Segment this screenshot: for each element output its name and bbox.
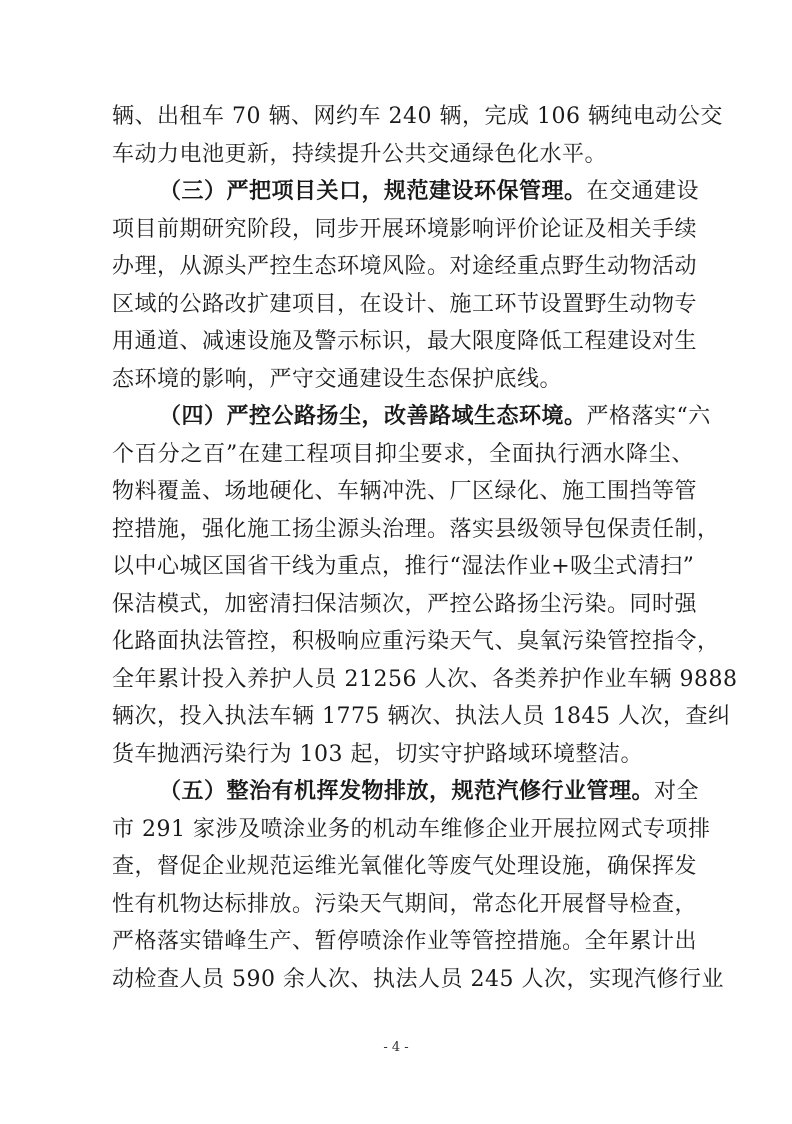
text-run: 对全	[654, 779, 700, 804]
text-run: 在交通建设	[586, 179, 700, 204]
paragraph-continuation	[112, 98, 723, 173]
text-line: 项目前期研究阶段，同步开展环境影响评价论证及相关手续	[112, 216, 698, 242]
text-line: 态环境的影响，严守交通建设生态保护底线。	[112, 366, 563, 392]
text-line: 车动力电池更新，持续提升公共交通绿色化水平。	[112, 141, 608, 167]
text-line: 查，督促企业规范运维光氧催化等废气处理设施，确保挥发	[112, 854, 698, 879]
text-line: 性有机物达标排放。污染天气期间，常态化开展督导检查，	[112, 891, 698, 917]
section-heading-line	[112, 773, 700, 811]
text-line: 区域的公路改扩建项目，在设计、施工环节设置野生动物专	[112, 291, 698, 317]
section-heading: （五）整治有机挥发物排放，规范汽修行业管理。	[159, 779, 655, 804]
text-line: 辆次，投入执法车辆 1775 辆次、执法人员 1845 人次，查纠	[112, 704, 731, 729]
paragraph-section-3	[112, 173, 700, 398]
text-line: 用通道、减速设施及警示标识，最大限度降低工程建设对生	[112, 329, 698, 354]
text-line: 全年累计投入养护人员 21256 人次、各类养护作业车辆 9888	[112, 666, 738, 692]
section-heading-line	[112, 398, 711, 436]
text-line: 办理，从源头严控生态环境风险。对途经重点野生动物活动	[112, 254, 698, 279]
paragraph-section-5	[112, 773, 724, 998]
section-heading: （四）严控公路扬尘，改善路域生态环境。	[159, 404, 587, 429]
text-line: 保洁模式，加密清扫保洁频次，严控公路扬尘污染。同时强	[112, 591, 698, 617]
text-line: 货车抛洒污染行为 103 起，切实守护路域环境整洁。	[112, 741, 643, 767]
page-number: - 4 -	[383, 1040, 409, 1055]
text-run: 严格落实“六	[586, 404, 711, 429]
section-heading-line	[112, 173, 700, 211]
text-line: 辆、出租车 70 辆、网约车 240 辆，完成 106 辆纯电动公交	[112, 104, 723, 129]
text-line: 个百分之百”在建工程项目抑尘要求，全面执行洒水降尘、	[112, 441, 694, 467]
text-line: 物料覆盖、场地硬化、车辆冲洗、厂区绿化、施工围挡等管	[112, 479, 698, 504]
document-body	[112, 98, 738, 998]
text-line: 市 291 家涉及喷涂业务的机动车维修企业开展拉网式专项排	[112, 816, 711, 842]
text-line: 严格落实错峰生产、暂停喷涂作业等管控措施。全年累计出	[112, 929, 698, 954]
paragraph-section-4	[112, 398, 738, 773]
text-line: 动检查人员 590 余人次、执法人员 245 人次，实现汽修行业	[112, 966, 724, 992]
text-line: 控措施，强化施工扬尘源头治理。落实县级领导包保责任制，	[112, 516, 720, 542]
text-line: 化路面执法管控，积极响应重污染天气、臭氧污染管控指令，	[112, 629, 720, 654]
text-line: 以中心城区国省干线为重点，推行“湿法作业+吸尘式清扫”	[112, 554, 695, 579]
section-heading: （三）严把项目关口，规范建设环保管理。	[159, 179, 587, 204]
